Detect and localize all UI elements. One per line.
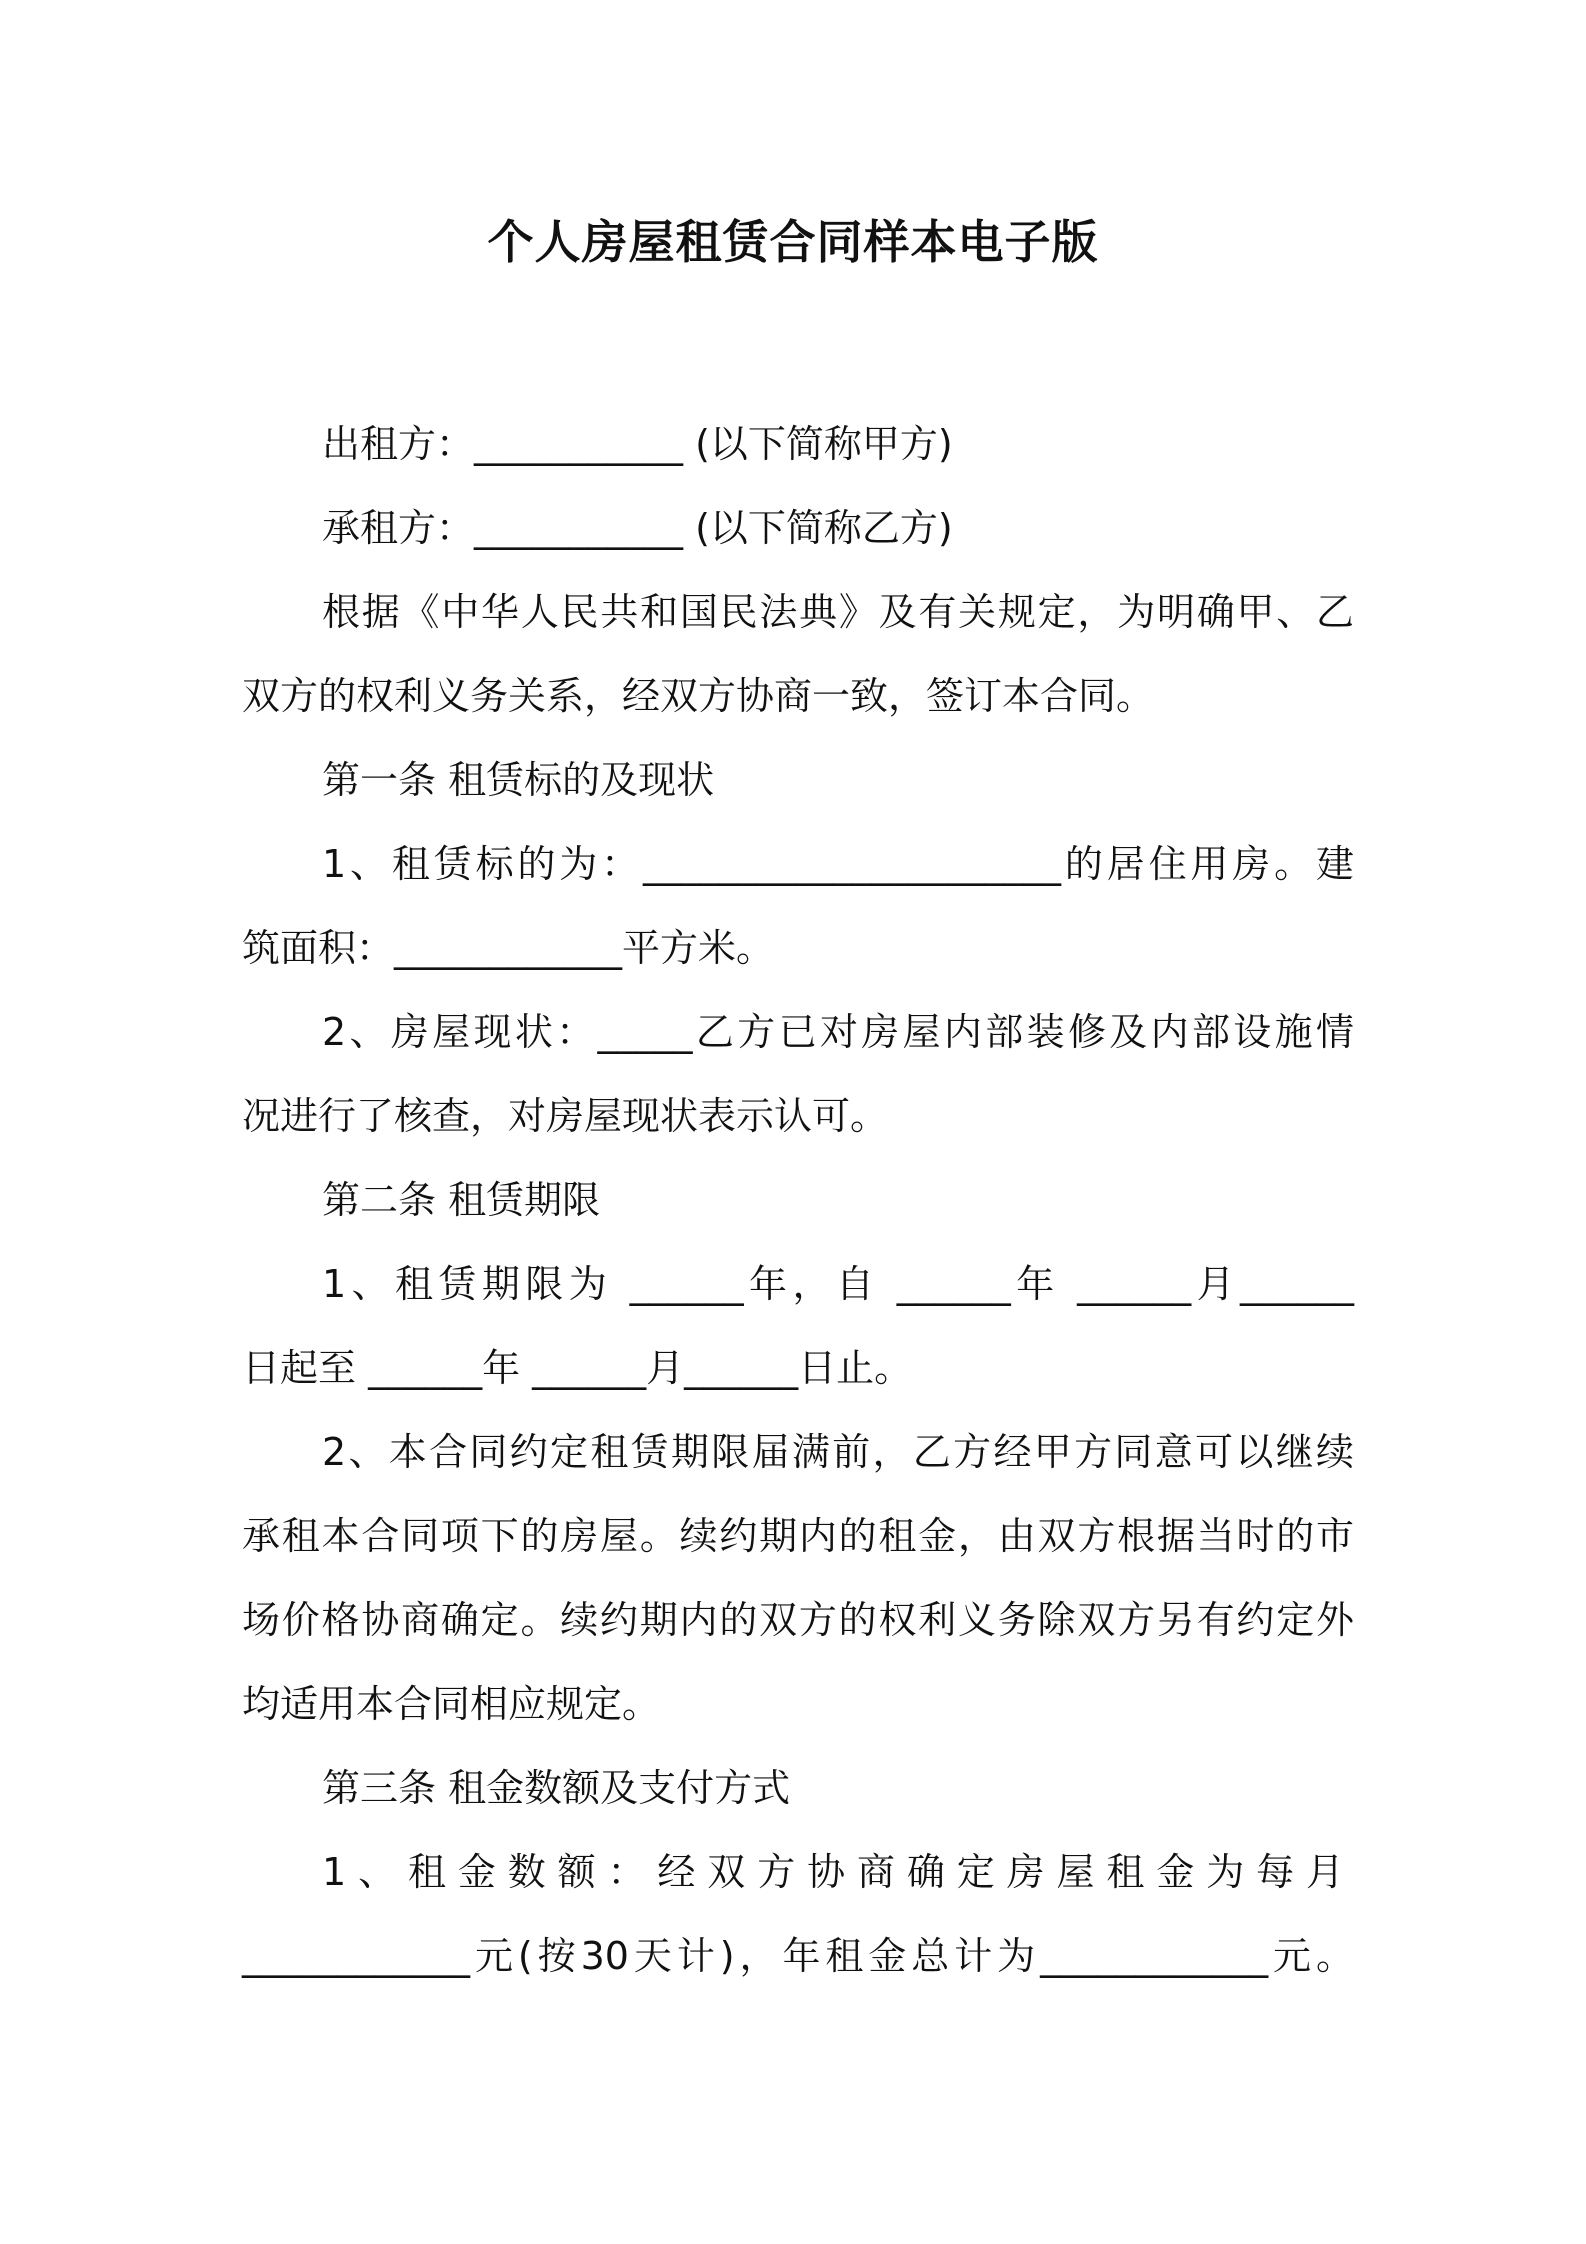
- article-2-item-2-line-3: 场价格协商确定。续约期内的双方的权利义务除双方另有约定外: [242, 1598, 1354, 1642]
- article-2-item-1-line-2: 日起至 ______年 ______月______日止。: [242, 1346, 913, 1390]
- preamble-line-1: 根据《中华人民共和国民法典》及有关规定，为明确甲、乙: [322, 590, 1354, 634]
- article-3-item-1-line-1: 1、租金数额：经双方协商确定房屋租金为每月: [322, 1850, 1354, 1894]
- article-2-item-2-line-2: 承租本合同项下的房屋。续约期内的租金，由双方根据当时的市: [242, 1514, 1354, 1558]
- lessee-line: 承租方：___________ (以下简称乙方): [322, 506, 953, 550]
- document-title: 个人房屋租赁合同样本电子版: [487, 215, 1099, 269]
- article-1-item-2-line-2: 况进行了核查，对房屋现状表示认可。: [242, 1094, 889, 1138]
- article-3-item-1-line-2: ____________元(按30天计)，年租金总计为____________元。: [242, 1934, 1354, 1978]
- article-1-item-2-line-1: 2、房屋现状：_____乙方已对房屋内部装修及内部设施情: [322, 1010, 1354, 1054]
- preamble-line-2: 双方的权利义务关系，经双方协商一致，签订本合同。: [242, 674, 1155, 718]
- article-2-item-2-line-1: 2、本合同约定租赁期限届满前，乙方经甲方同意可以继续: [322, 1430, 1354, 1474]
- article-3-heading: 第三条 租金数额及支付方式: [322, 1766, 791, 1810]
- article-1-item-1-line-2: 筑面积：____________平方米。: [242, 926, 775, 970]
- lessor-line: 出租方：___________ (以下简称甲方): [322, 422, 953, 466]
- document-body: [242, 402, 1354, 1998]
- article-1-item-1-line-1: 1、租赁标的为：______________________的居住用房。建: [322, 842, 1354, 886]
- article-2-item-2-line-4: 均适用本合同相应规定。: [242, 1682, 661, 1726]
- article-2-heading: 第二条 租赁期限: [322, 1178, 601, 1222]
- article-2-item-1-line-1: 1、租赁期限为 ______年，自 ______年 ______月______: [322, 1262, 1354, 1306]
- article-1-heading: 第一条 租赁标的及现状: [322, 758, 715, 802]
